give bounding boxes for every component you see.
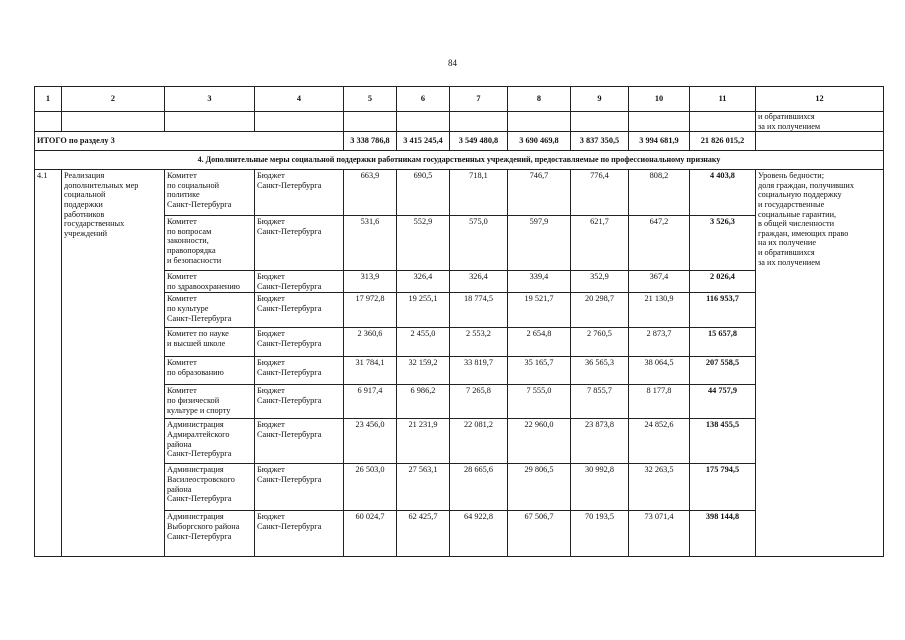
year-value: 32 159,2: [397, 357, 450, 385]
year-value: 20 298,7: [571, 293, 629, 328]
year-value: 8 177,8: [629, 385, 690, 419]
source-cell: Бюджет Санкт-Петербурга: [255, 511, 344, 557]
empty-cell: [344, 112, 397, 132]
empty-cell: [397, 112, 450, 132]
year-value: 2 654,8: [508, 328, 571, 357]
year-value: 2 360,6: [344, 328, 397, 357]
column-number: 4: [255, 87, 344, 112]
year-value: 21 130,9: [629, 293, 690, 328]
year-value: 339,4: [508, 271, 571, 293]
row-total: 138 455,5: [690, 419, 756, 464]
total-value: 21 826 015,2: [690, 132, 756, 151]
executor-cell: Администрация Василеостровского района Санкт-Петербурга: [165, 464, 255, 511]
empty-cell: [62, 112, 165, 132]
year-value: 6 917,4: [344, 385, 397, 419]
empty-cell: [690, 112, 756, 132]
year-value: 26 503,0: [344, 464, 397, 511]
year-value: 23 873,8: [571, 419, 629, 464]
total-value: 3 690 469,8: [508, 132, 571, 151]
column-number: 1: [35, 87, 62, 112]
empty-cell: [508, 112, 571, 132]
empty-cell: [255, 112, 344, 132]
year-value: 326,4: [397, 271, 450, 293]
total-value: 3 415 245,4: [397, 132, 450, 151]
item-number: 4.1: [35, 170, 62, 557]
row-total: 175 794,5: [690, 464, 756, 511]
year-value: 21 231,9: [397, 419, 450, 464]
year-value: 2 760,5: [571, 328, 629, 357]
year-value: 776,4: [571, 170, 629, 216]
year-value: 32 263,5: [629, 464, 690, 511]
page-number: 84: [448, 58, 457, 68]
source-cell: Бюджет Санкт-Петербурга: [255, 464, 344, 511]
column-number: 8: [508, 87, 571, 112]
source-cell: Бюджет Санкт-Петербурга: [255, 419, 344, 464]
total-value: 3 549 480,8: [450, 132, 508, 151]
year-value: 31 784,1: [344, 357, 397, 385]
year-value: 718,1: [450, 170, 508, 216]
year-value: 36 565,3: [571, 357, 629, 385]
indicator-cell: Уровень бедности; доля граждан, получивших социальную поддержку и государственные социальные гарантии, в общей численности граждан, имеющих право на их получение и обратившихся за их получением: [756, 170, 884, 557]
empty-cell: [571, 112, 629, 132]
continuation-indicator: и обратившихся за их получением: [756, 112, 884, 132]
column-number: 5: [344, 87, 397, 112]
empty-cell: [35, 112, 62, 132]
year-value: 621,7: [571, 216, 629, 271]
year-value: 326,4: [450, 271, 508, 293]
source-cell: Бюджет Санкт-Петербурга: [255, 271, 344, 293]
year-value: 808,2: [629, 170, 690, 216]
year-value: 28 665,6: [450, 464, 508, 511]
source-cell: Бюджет Санкт-Петербурга: [255, 328, 344, 357]
row-total: 207 558,5: [690, 357, 756, 385]
column-number: 3: [165, 87, 255, 112]
year-value: 531,6: [344, 216, 397, 271]
row-total: 116 953,7: [690, 293, 756, 328]
executor-cell: Комитет по культуре Санкт-Петербурга: [165, 293, 255, 328]
year-value: 7 265,8: [450, 385, 508, 419]
year-value: 33 819,7: [450, 357, 508, 385]
total-label: ИТОГО по разделу 3: [35, 132, 344, 151]
year-value: 60 024,7: [344, 511, 397, 557]
source-cell: Бюджет Санкт-Петербурга: [255, 293, 344, 328]
executor-cell: Комитет по науке и высшей школе: [165, 328, 255, 357]
row-total: 2 026,4: [690, 271, 756, 293]
year-value: 746,7: [508, 170, 571, 216]
column-number: 7: [450, 87, 508, 112]
year-value: 17 972,8: [344, 293, 397, 328]
year-value: 22 081,2: [450, 419, 508, 464]
year-value: 19 255,1: [397, 293, 450, 328]
row-total: 15 657,8: [690, 328, 756, 357]
row-total: 4 403,8: [690, 170, 756, 216]
column-number: 6: [397, 87, 450, 112]
empty-cell: [165, 112, 255, 132]
year-value: 575,0: [450, 216, 508, 271]
total-value: 3 338 786,8: [344, 132, 397, 151]
year-value: 313,9: [344, 271, 397, 293]
year-value: 18 774,5: [450, 293, 508, 328]
table-row: [35, 170, 884, 216]
row-total: 3 526,3: [690, 216, 756, 271]
column-number: 2: [62, 87, 165, 112]
year-value: 7 555,0: [508, 385, 571, 419]
year-value: 24 852,6: [629, 419, 690, 464]
executor-cell: Администрация Адмиралтейского района Санкт-Петербурга: [165, 419, 255, 464]
executor-cell: Комитет по образованию: [165, 357, 255, 385]
empty-cell: [756, 132, 884, 151]
year-value: 27 563,1: [397, 464, 450, 511]
source-cell: Бюджет Санкт-Петербурга: [255, 170, 344, 216]
year-value: 647,2: [629, 216, 690, 271]
year-value: 67 506,7: [508, 511, 571, 557]
item-name: Реализация дополнительных мер социальной поддержки работников государственных учреждений: [62, 170, 165, 557]
column-number: 11: [690, 87, 756, 112]
year-value: 2 455,0: [397, 328, 450, 357]
year-value: 6 986,2: [397, 385, 450, 419]
year-value: 690,5: [397, 170, 450, 216]
empty-cell: [450, 112, 508, 132]
column-number: 10: [629, 87, 690, 112]
source-cell: Бюджет Санкт-Петербурга: [255, 357, 344, 385]
total-value: 3 837 350,5: [571, 132, 629, 151]
continuation-row: [35, 112, 884, 132]
column-number: 12: [756, 87, 884, 112]
year-value: 352,9: [571, 271, 629, 293]
year-value: 70 193,5: [571, 511, 629, 557]
year-value: 73 071,4: [629, 511, 690, 557]
year-value: 22 960,0: [508, 419, 571, 464]
year-value: 38 064,5: [629, 357, 690, 385]
executor-cell: Комитет по физической культуре и спорту: [165, 385, 255, 419]
source-cell: Бюджет Санкт-Петербурга: [255, 385, 344, 419]
year-value: 663,9: [344, 170, 397, 216]
year-value: 19 521,7: [508, 293, 571, 328]
year-value: 64 922,8: [450, 511, 508, 557]
executor-cell: Администрация Выборгского района Санкт-Петербурга: [165, 511, 255, 557]
year-value: 29 806,5: [508, 464, 571, 511]
year-value: 30 992,8: [571, 464, 629, 511]
column-number: 9: [571, 87, 629, 112]
budget-table: [34, 86, 884, 557]
year-value: 7 855,7: [571, 385, 629, 419]
executor-cell: Комитет по здравоохранению: [165, 271, 255, 293]
year-value: 2 873,7: [629, 328, 690, 357]
empty-cell: [629, 112, 690, 132]
executor-cell: Комитет по вопросам законности, правопорядка и безопасности: [165, 216, 255, 271]
year-value: 2 553,2: [450, 328, 508, 357]
section-title: 4. Дополнительные меры социальной поддержки работникам государственных учреждений, предоставляемые по профессиональному признаку: [35, 151, 884, 170]
total-row: [35, 132, 884, 151]
year-value: 23 456,0: [344, 419, 397, 464]
total-value: 3 994 681,9: [629, 132, 690, 151]
year-value: 62 425,7: [397, 511, 450, 557]
source-cell: Бюджет Санкт-Петербурга: [255, 216, 344, 271]
year-value: 35 165,7: [508, 357, 571, 385]
row-total: 398 144,8: [690, 511, 756, 557]
column-number-row: [35, 87, 884, 112]
year-value: 552,9: [397, 216, 450, 271]
year-value: 367,4: [629, 271, 690, 293]
section-row: [35, 151, 884, 170]
year-value: 597,9: [508, 216, 571, 271]
row-total: 44 757,9: [690, 385, 756, 419]
executor-cell: Комитет по социальной политике Санкт-Петербурга: [165, 170, 255, 216]
